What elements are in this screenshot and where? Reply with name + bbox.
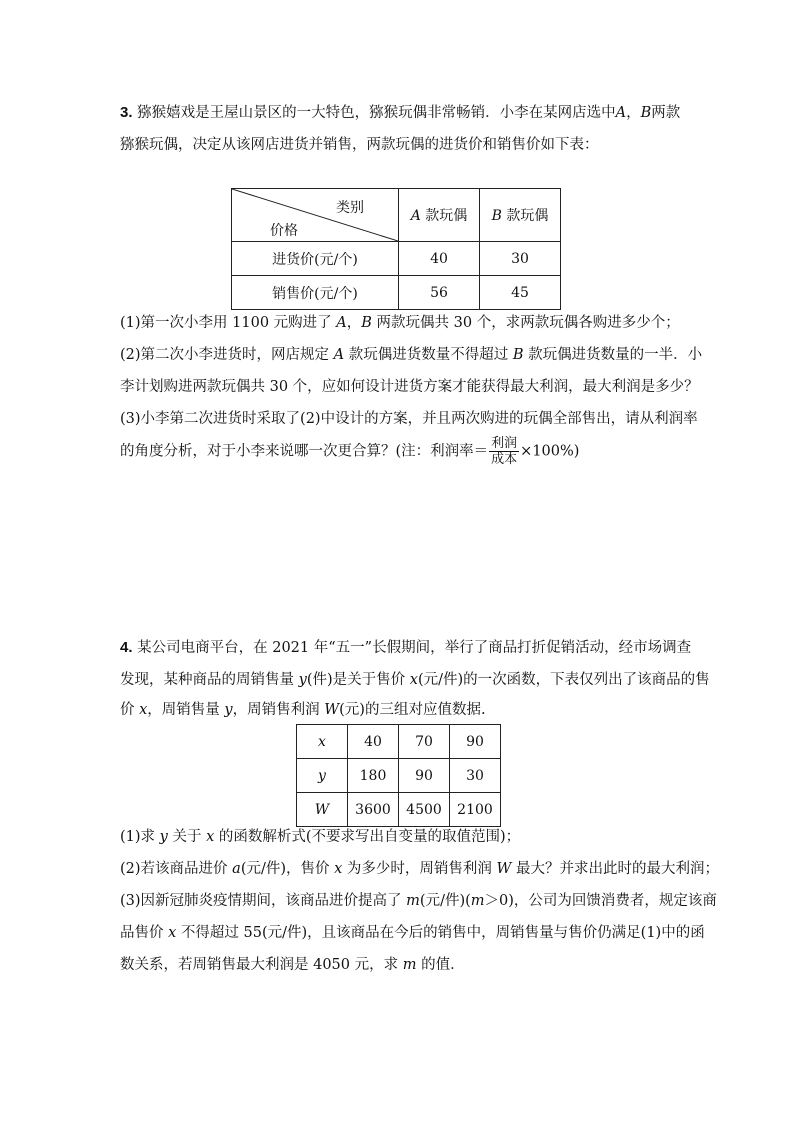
table-cell: 30 (450, 759, 501, 793)
q3-part-3-cont (120, 436, 579, 467)
q4-text: (件)是关于售价 (306, 672, 410, 688)
row-header (297, 793, 348, 827)
header-category: 类别 (336, 200, 364, 216)
q4-text: ，周销售量 (147, 702, 225, 718)
col-b-text: 款玩偶 (501, 208, 549, 224)
row-label: 销售价(元/个) (232, 276, 399, 310)
table-cell: 45 (480, 276, 561, 310)
q4-text: (1)求 (120, 829, 160, 845)
q4-var: m (470, 893, 485, 909)
q4-text: (元)的三组对应值数据. (339, 702, 486, 718)
q4-part-3 (120, 891, 717, 911)
q3-text: (1)第一次小李用 1100 元购进了 (120, 315, 337, 331)
var-w: W (314, 801, 330, 818)
q3-part-1 (120, 313, 680, 333)
q4-var: x (139, 702, 148, 718)
q4-text: (3)因新冠肺炎疫情期间，该商品进价提高了 (120, 893, 407, 909)
table-cell: 90 (399, 759, 450, 793)
table-cell: 3600 (348, 793, 399, 827)
q4-text: 数关系，若周销售最大利润是 4050 元，求 (120, 957, 403, 973)
q4-text: (元/件)( (419, 893, 471, 909)
q4-text: 价 (120, 702, 140, 718)
fraction-numerator: 利润 (491, 436, 518, 451)
q4-text: 发现，某种商品的周销售量 (120, 672, 299, 688)
header-price: 价格 (270, 223, 298, 239)
col-b-letter: B (491, 208, 502, 224)
q3-var: A (336, 315, 347, 331)
q4-text: 某公司电商平台，在 2021 年“五一”长假期间，举行了商品打折促销活动，经市场调查 (137, 640, 692, 656)
table-cell: 56 (399, 276, 480, 310)
q4-part-2 (120, 859, 719, 879)
table-row (232, 189, 561, 242)
q4-text: 为多少时，周销售利润 (342, 861, 497, 877)
q3-part-2 (120, 345, 702, 365)
q4-part-1 (120, 827, 520, 847)
q4-var: y (224, 702, 233, 718)
q4-text: (2)若该商品进价 (120, 861, 233, 877)
q4-var: y (298, 672, 307, 688)
q3-line-2: 猕猴玩偶，决定从该网店进货并销售，两款玩偶的进货价和销售价如下表： (120, 137, 599, 153)
col-a-text: 款玩偶 (420, 208, 468, 224)
q3-line-1 (120, 103, 680, 123)
table-cell: 2100 (450, 793, 501, 827)
col-a-letter: A (410, 208, 421, 224)
q3-text: ， (346, 315, 362, 331)
row-label: 进货价(元/个) (232, 242, 399, 276)
q4-text: ，周销售利润 (232, 702, 325, 718)
q4-part-3-end (120, 955, 465, 975)
row-header (297, 759, 348, 793)
q3-price-table (231, 188, 561, 310)
q4-line-3 (120, 700, 486, 720)
q4-line-2 (120, 670, 710, 690)
table-cell: 70 (399, 725, 450, 759)
q3-text: 的角度分析，对于小李来说哪一次更合算？(注：利润率＝ (120, 443, 489, 460)
q4-var: m (406, 893, 420, 909)
fraction-denominator: 成本 (491, 452, 518, 467)
q4-text: 的值． (416, 957, 465, 973)
q3-var: A (615, 105, 627, 121)
q4-line-1 (120, 638, 691, 658)
q4-var: m (402, 957, 417, 973)
q3-var: B (512, 347, 524, 363)
q3-text: 两款 (651, 105, 681, 121)
table-cell: 40 (399, 242, 480, 276)
q4-var: x (206, 829, 215, 845)
q4-var: a (232, 861, 241, 877)
q3-text: ×100%) (520, 443, 580, 460)
table-row (297, 725, 501, 759)
q3-text: 两款玩偶共 30 个，求两款玩偶各购进多少个； (371, 315, 680, 331)
q4-text: 的函数解析式(不要求写出自变量的取值范围)； (214, 829, 521, 845)
table-row (297, 793, 501, 827)
table-row (232, 276, 561, 310)
q4-text: 最大？并求出此时的最大利润； (511, 861, 720, 877)
header-col-b (480, 189, 561, 242)
q3-var: A (333, 347, 345, 363)
header-col-a (399, 189, 480, 242)
table-cell: 180 (348, 759, 399, 793)
q3-part-3: (3)小李第二次进货时采取了(2)中设计的方案，并且两次购进的玩偶全部售出，请从利润率 (120, 411, 698, 427)
table-row (232, 242, 561, 276)
row-header (297, 725, 348, 759)
q3-text: 猕猴嬉戏是王屋山景区的一大特色，猕猴玩偶非常畅销．小李在某网店选中 (137, 105, 616, 121)
diagonal-line (232, 189, 398, 241)
q4-text: 品售价 (120, 925, 169, 941)
diagonal-header-cell (232, 189, 399, 242)
var-x: x (318, 733, 326, 750)
table-cell: 40 (348, 725, 399, 759)
q4-text: 关于 (167, 829, 207, 845)
q4-text: 不得超过 55(元/件)，且该商品在今后的销售中，周销售量与售价仍满足(1)中的函 (176, 925, 705, 941)
q4-var: W (496, 861, 512, 877)
q4-part-3-cont (120, 923, 705, 943)
q3-text: (2)第二次小李进货时，网店规定 (120, 347, 334, 363)
q4-var: x (409, 672, 418, 688)
q4-var: y (159, 829, 168, 845)
table-cell: 90 (450, 725, 501, 759)
q4-text: (元/件)，售价 (240, 861, 335, 877)
q3-var: B (640, 105, 652, 121)
q4-var: x (168, 925, 177, 941)
q4-text: (元/件)的一次函数，下表仅列出了该商品的售 (417, 672, 710, 688)
q3-text: ， (626, 105, 641, 121)
q3-number: 3. (120, 104, 133, 121)
q3-text: 款玩偶进货数量的一半．小 (523, 347, 703, 363)
table-cell: 30 (480, 242, 561, 276)
q4-data-table (296, 724, 501, 827)
q4-var: x (334, 861, 343, 877)
table-cell: 4500 (399, 793, 450, 827)
q3-part-2-cont: 李计划购进两款玩偶共 30 个，应如何设计进货方案才能获得最大利润，最大利润是多少？ (120, 379, 699, 395)
q3-text: 款玩偶进货数量不得超过 (344, 347, 513, 363)
q4-var: W (324, 702, 340, 718)
table-row (297, 759, 501, 793)
q3-var: B (361, 315, 372, 331)
var-y: y (318, 767, 326, 784)
profit-rate-fraction (489, 436, 519, 467)
q4-text: ＞0)，公司为回馈消费者，规定该商 (484, 893, 717, 909)
q4-number: 4. (120, 639, 133, 656)
